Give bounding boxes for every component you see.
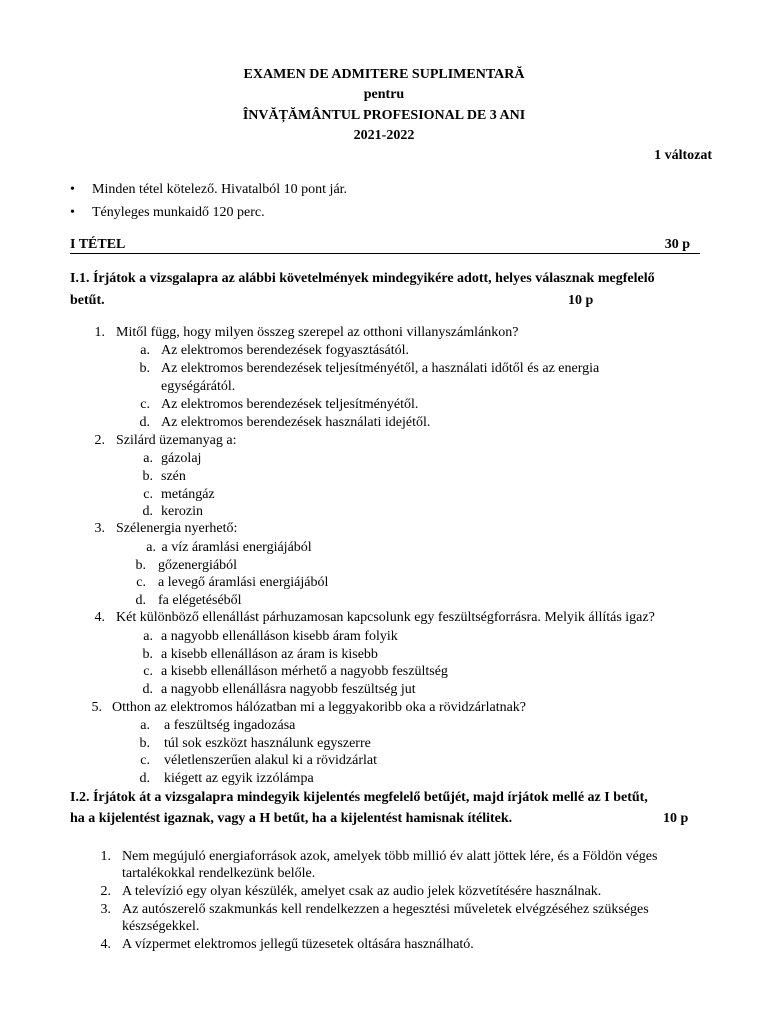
statement-text: A televízió egy olyan készülék, amelyet csak az audio jelek közvetítésére használnak. [122,884,602,899]
statement-number: 1. [100,849,111,864]
question-text: Otthon az elektromos hálózatban mi a leggyakoribb oka a rövidzárlatnak? [112,700,527,715]
option-letter: c. [136,575,146,590]
question-number: 2. [94,433,105,448]
question-text: Két különböző ellenállást párhuzamosan kapcsolunk egy feszültségforrásra. Melyik állítás igaz? [116,610,655,625]
statement-text: Az autószerelő szakmunkás kell rendelkezzen a hegesztési műveletek elvégzéséhez szükséges [122,902,649,917]
option-text: szén [161,469,186,484]
instruction-bullet: • Minden tétel kötelező. Hivatalból 10 pont jár. [92,181,347,199]
part2-title-line2: ha a kijelentést igaznak, vagy a H betűt, ha a kijelentést hamisnak ítélitek. [70,811,513,826]
option-text: véletlenszerűen alakul ki a rövidzárlat [164,753,378,768]
part1-title-line1: I.1. Írjátok a vizsgalapra az alábbi követelmények mindegyikére adott, helyes válasznak megfelelő [70,271,655,286]
option-letter: b. [142,469,153,484]
option-letter: a. [143,629,153,644]
option-text: Az elektromos berendezések teljesítményétől. [161,397,419,412]
option-text: fa elégetéséből [158,593,242,608]
option-letter: b. [142,647,153,662]
statement-number: 3. [100,902,111,917]
option-text: Az elektromos berendezések használati idejétől. [161,415,431,430]
option-text: gázolaj [161,451,202,466]
option-letter: d. [142,504,153,519]
option-letter: d. [139,771,150,786]
statement-text: A vízpermet elektromos jellegű tüzesetek oltására használható. [122,937,474,952]
option-text: gőzenergiából [158,558,238,573]
section-heading [70,236,700,254]
part1-points: 10 p [568,293,594,308]
option-text: túl sok eszközt használunk egyszerre [164,736,371,751]
option-text: Az elektromos berendezések fogyasztásától. [161,343,410,358]
statement-text: Nem megújuló energiaforrások azok, amelyek több millió év alatt jöttek lére, és a Földön véges [122,849,658,864]
section-title: I TÉTEL [70,237,126,252]
option-text-continued: egységárától. [161,379,236,394]
part1-title-line2: betűt. [70,293,105,308]
question-number: 4. [94,610,105,625]
question-number: 5. [91,700,102,715]
option-text: a feszültség ingadozása [164,718,296,733]
statement-text-continued: készségekkel. [122,919,200,934]
part2-points: 10 p [663,811,689,826]
question-text: Szélenergia nyerhető: [116,521,238,536]
question-text: Mitől függ, hogy milyen összeg szerepel az otthoni villanyszámlánkon? [116,325,519,340]
option-letter: c. [143,487,153,502]
option-text: a kisebb ellenálláson az áram is kisebb [161,647,378,662]
option-letter: b. [139,361,150,376]
option-letter: c. [140,753,150,768]
option-letter: a. [140,718,150,733]
statement-number: 2. [100,884,111,899]
option-letter: d. [135,593,146,608]
option-letter: b. [135,558,146,573]
section-points: 30 p [664,237,690,252]
option-letter: a. [146,540,156,555]
option-text: a levegő áramlási energiájából [158,575,329,590]
question-number: 3. [94,521,105,536]
option-text: a nagyobb ellenállásra nagyobb feszültség jut [161,682,416,697]
option-text: kiégett az egyik izzólámpa [164,771,314,786]
option-text: kerozin [161,504,203,519]
statement-text-continued: tartalékokkal rendelkezünk belőle. [122,866,316,881]
exam-subtitle-pentru: pentru [363,87,405,102]
option-letter: a. [140,343,150,358]
option-text: metángáz [161,487,215,502]
exam-program: ÎNVĂȚĂMÂNTUL PROFESIONAL DE 3 ANI [242,108,526,123]
question-text: Szilárd üzemanyag a: [116,433,237,448]
option-letter: d. [142,682,153,697]
statement-number: 4. [100,937,111,952]
option-letter: a. [143,451,153,466]
part2-title-line1: I.2. Írjátok át a vizsgalapra mindegyik kijelentés megfelelő betűjét, majd írjátok mellé az I betűt, [70,790,648,805]
exam-year: 2021-2022 [353,128,415,143]
option-letter: d. [139,415,150,430]
instruction-bullet: • Tényleges munkaidő 120 perc. [92,204,265,222]
option-text: Az elektromos berendezések teljesítményétől, a használati időtől és az energia [161,361,600,376]
variant-label: 1 változat [654,148,712,163]
option-letter: c. [140,397,150,412]
option-text: a víz áramlási energiájából [158,540,312,555]
option-letter: c. [143,664,153,679]
option-text: a nagyobb ellenálláson kisebb áram folyik [161,629,398,644]
option-text: a kisebb ellenálláson mérhető a nagyobb feszültség [161,664,448,679]
option-letter: b. [139,736,150,751]
exam-title: EXAMEN DE ADMITERE SUPLIMENTARĂ [243,67,525,82]
question-number: 1. [94,325,105,340]
